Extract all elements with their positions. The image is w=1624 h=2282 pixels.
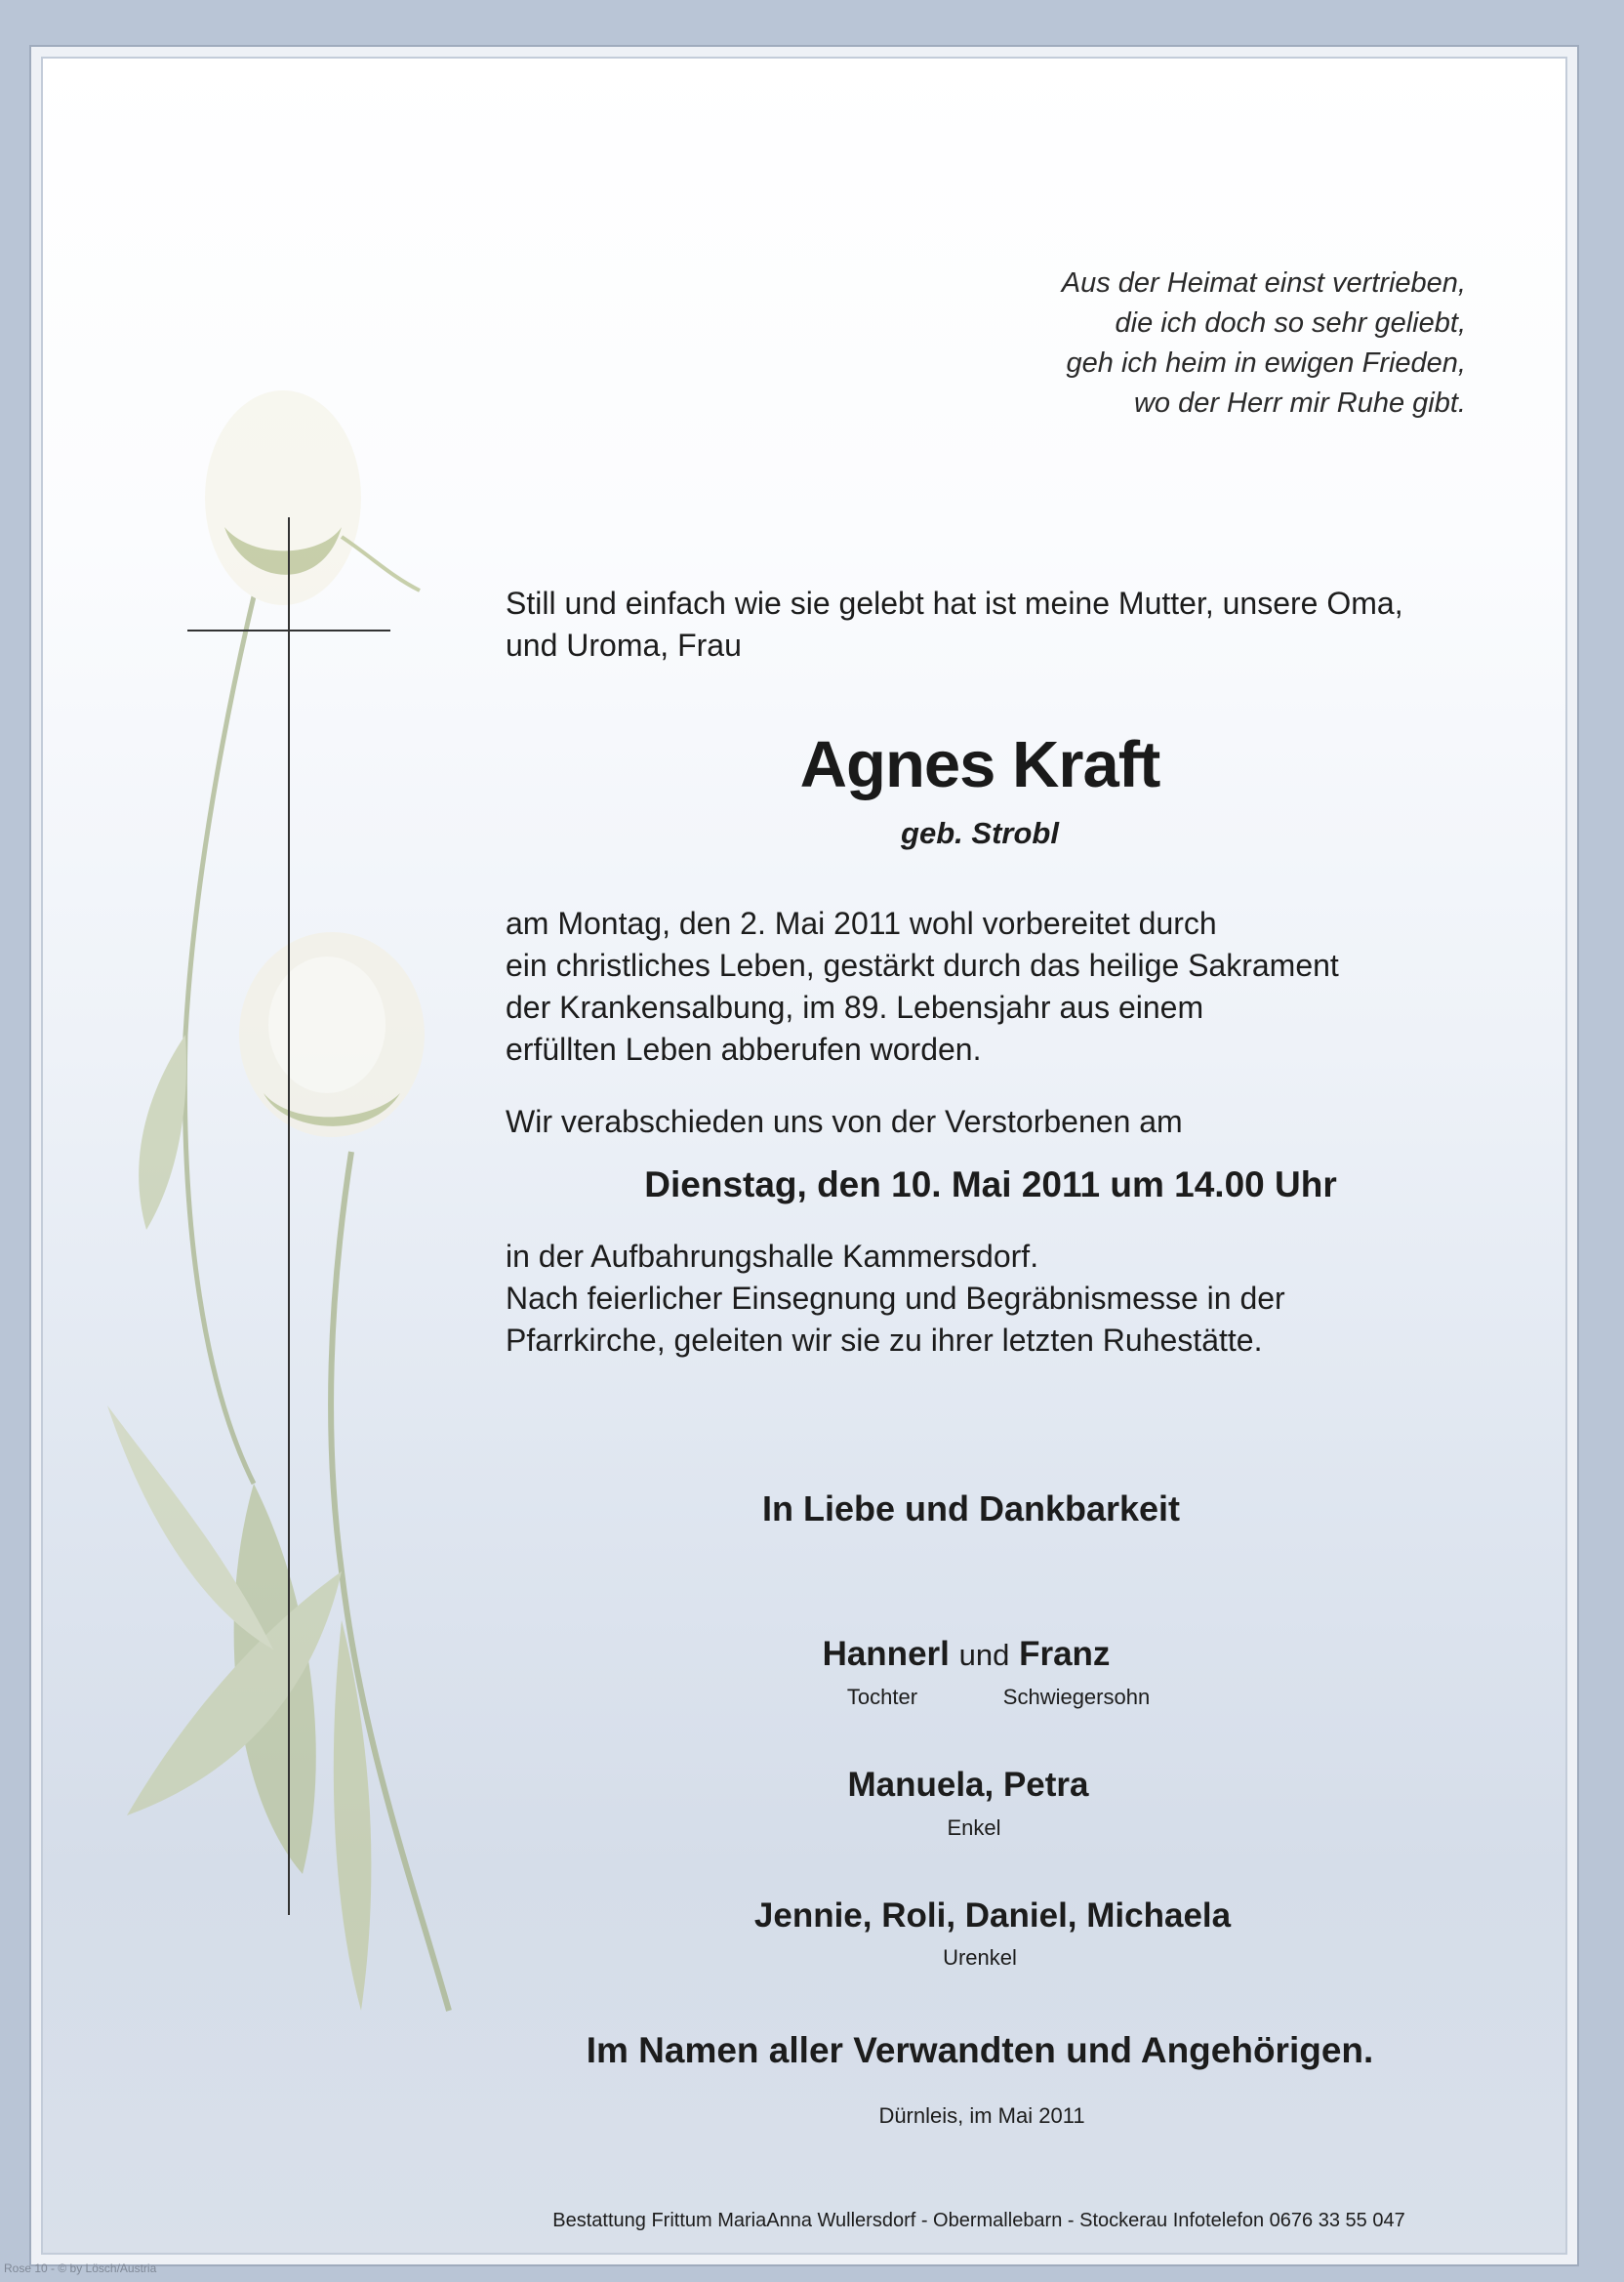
death-paragraph [506,903,1339,1071]
mourner-joiner: und [958,1638,1010,1672]
intro-line: und Uroma, Frau [506,628,742,663]
deceased-name: Agnes Kraft [799,728,1160,801]
intro-text [506,583,1403,667]
farewell-intro: Wir verabschieden uns von der Verstorbenen am [506,1104,1183,1139]
memorial-poem [1062,264,1466,424]
rose-illustration [49,351,508,2089]
relatives-line: Im Namen aller Verwandten und Angehörigen. [586,2030,1374,2070]
mourner-group-great-grandchildren: Jennie, Roli, Daniel, Michaela [753,1896,1232,1935]
paragraph-line: Pfarrkirche, geleiten wir sie zu ihrer letzten Ruhestätte. [506,1323,1263,1358]
poem-line: wo der Herr mir Ruhe gibt. [1133,387,1466,419]
place-date: Dürnleis, im Mai 2011 [878,2103,1085,2128]
design-credit: Rose 10 - © by Lösch/Austria [4,2262,157,2275]
cross-vertical-bar [288,517,290,1915]
mourner-name: Franz [1019,1635,1111,1673]
funeral-date: Dienstag, den 10. Mai 2011 um 14.00 Uhr [644,1164,1337,1204]
paragraph-line: am Montag, den 2. Mai 2011 wohl vorbereitet durch [506,906,1217,941]
paragraph-line: Nach feierlicher Einsegnung und Begräbnismesse in der [506,1281,1285,1316]
poem-line: geh ich heim in ewigen Frieden, [1066,347,1466,379]
mourner-group-grandchildren: Manuela, Petra [847,1766,1089,1804]
mourner-role: Tochter [846,1685,918,1709]
paragraph-line: erfüllten Leben abberufen worden. [506,1032,982,1067]
closing-phrase: In Liebe und Dankbarkeit [761,1488,1181,1528]
paragraph-line: der Krankensalbung, im 89. Lebensjahr aus einem [506,990,1204,1025]
paragraph-line: in der Aufbahrungshalle Kammersdorf. [506,1239,1039,1274]
mourner-role: Urenkel [943,1945,1017,1970]
funeral-home-footer: Bestattung Frittum MariaAnna Wullersdorf - Obermallebarn - Stockerau Infotelefon 0676 33 55 047 [552,2210,1405,2231]
cross-horizontal-bar [187,630,390,632]
mourner-group-daughter [823,1635,1111,1674]
mourner-role: Schwiegersohn [1002,1685,1151,1709]
poem-line: Aus der Heimat einst vertrieben, [1061,267,1466,299]
poem-line: die ich doch so sehr geliebt, [1115,307,1466,339]
mourner-name: Hannerl [822,1635,950,1673]
intro-line: Still und einfach wie sie gelebt hat ist meine Mutter, unsere Oma, [506,586,1403,621]
mourner-role: Enkel [947,1815,1001,1840]
maiden-name: geb. Strobl [901,816,1059,850]
paragraph-line: ein christliches Leben, gestärkt durch das heilige Sakrament [506,948,1339,983]
location-paragraph [506,1236,1285,1362]
